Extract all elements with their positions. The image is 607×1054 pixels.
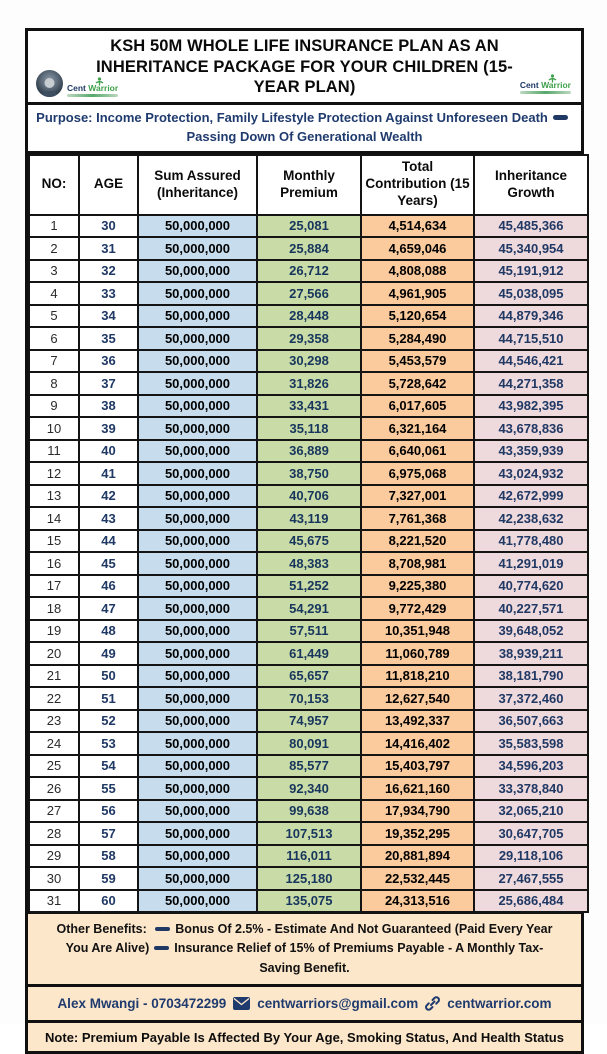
cell-monthly-premium: 74,957 (257, 710, 361, 733)
cell-sum-assured: 50,000,000 (138, 327, 257, 350)
cell-no: 16 (29, 552, 79, 575)
cell-no: 29 (29, 845, 79, 868)
cell-monthly-premium: 107,513 (257, 822, 361, 845)
table-row (29, 642, 588, 665)
cell-age: 60 (79, 890, 138, 913)
cell-inheritance-growth: 45,340,954 (474, 237, 588, 260)
cell-monthly-premium: 43,119 (257, 507, 361, 530)
cell-no: 1 (29, 215, 79, 238)
table-row (29, 462, 588, 485)
cell-sum-assured: 50,000,000 (138, 350, 257, 373)
purpose-text-prefix: Purpose: Income Protection, Family Lifestyle Protection Against Unforeseen Death (36, 109, 548, 125)
cell-monthly-premium: 70,153 (257, 687, 361, 710)
cell-sum-assured: 50,000,000 (138, 800, 257, 823)
cell-sum-assured: 50,000,000 (138, 665, 257, 688)
cell-total-contribution: 19,352,295 (361, 822, 474, 845)
cell-sum-assured: 50,000,000 (138, 237, 257, 260)
cell-no: 13 (29, 485, 79, 508)
cell-monthly-premium: 48,383 (257, 552, 361, 575)
benefits-bar (28, 913, 581, 987)
logo-underline (520, 91, 571, 94)
sprout-figure-icon (95, 77, 104, 86)
table-row (29, 327, 588, 350)
cell-sum-assured: 50,000,000 (138, 710, 257, 733)
cell-inheritance-growth: 45,485,366 (474, 215, 588, 238)
cell-inheritance-growth: 38,181,790 (474, 665, 588, 688)
cell-no: 5 (29, 305, 79, 328)
benefit-item-2: Insurance Relief of 15% of Premiums Payable - A Monthly Tax-Saving Benefit. (174, 941, 544, 975)
header-row (29, 155, 588, 215)
contact-name-phone: Alex Mwangi - 0703472299 (57, 996, 227, 1012)
table-row (29, 710, 588, 733)
cell-age: 59 (79, 867, 138, 890)
cell-total-contribution: 4,514,634 (361, 215, 474, 238)
cell-no: 24 (29, 732, 79, 755)
cell-age: 35 (79, 327, 138, 350)
cell-monthly-premium: 25,081 (257, 215, 361, 238)
cell-monthly-premium: 57,511 (257, 620, 361, 643)
cell-sum-assured: 50,000,000 (138, 620, 257, 643)
cell-inheritance-growth: 40,774,620 (474, 575, 588, 598)
table-row (29, 507, 588, 530)
table-row (29, 597, 588, 620)
cell-monthly-premium: 25,884 (257, 237, 361, 260)
cell-monthly-premium: 125,180 (257, 867, 361, 890)
cell-no: 4 (29, 282, 79, 305)
cell-total-contribution: 12,627,540 (361, 687, 474, 710)
cell-sum-assured: 50,000,000 (138, 282, 257, 305)
cell-sum-assured: 50,000,000 (138, 755, 257, 778)
cell-age: 49 (79, 642, 138, 665)
cell-age: 37 (79, 372, 138, 395)
cell-age: 47 (79, 597, 138, 620)
cell-total-contribution: 6,640,061 (361, 440, 474, 463)
table-row (29, 687, 588, 710)
plan-table (28, 154, 589, 914)
cell-monthly-premium: 36,889 (257, 440, 361, 463)
cell-age: 38 (79, 395, 138, 418)
cell-age: 44 (79, 530, 138, 553)
cell-total-contribution: 5,284,490 (361, 327, 474, 350)
cell-total-contribution: 5,453,579 (361, 350, 474, 373)
cell-age: 34 (79, 305, 138, 328)
cell-age: 31 (79, 237, 138, 260)
cell-no: 10 (29, 417, 79, 440)
cell-sum-assured: 50,000,000 (138, 305, 257, 328)
note-bar (28, 1023, 581, 1051)
cell-age: 48 (79, 620, 138, 643)
cell-monthly-premium: 116,011 (257, 845, 361, 868)
cell-age: 41 (79, 462, 138, 485)
cell-age: 46 (79, 575, 138, 598)
cell-monthly-premium: 45,675 (257, 530, 361, 553)
cell-monthly-premium: 38,750 (257, 462, 361, 485)
cell-inheritance-growth: 39,648,052 (474, 620, 588, 643)
cell-monthly-premium: 65,657 (257, 665, 361, 688)
cell-no: 15 (29, 530, 79, 553)
link-icon (425, 996, 440, 1011)
header-no: NO: (29, 155, 79, 215)
table-row (29, 890, 588, 913)
contact-website: centwarrior.com (447, 996, 552, 1012)
contact-bar (28, 987, 581, 1023)
benefits-label: Other Benefits: (56, 922, 147, 937)
cell-no: 8 (29, 372, 79, 395)
cell-monthly-premium: 80,091 (257, 732, 361, 755)
cell-age: 45 (79, 552, 138, 575)
table-row (29, 620, 588, 643)
cell-sum-assured: 50,000,000 (138, 417, 257, 440)
table-row (29, 417, 588, 440)
cell-total-contribution: 6,321,164 (361, 417, 474, 440)
cell-inheritance-growth: 45,038,095 (474, 282, 588, 305)
cell-inheritance-growth: 44,879,346 (474, 305, 588, 328)
cell-no: 7 (29, 350, 79, 373)
cell-sum-assured: 50,000,000 (138, 867, 257, 890)
cell-inheritance-growth: 32,065,210 (474, 800, 588, 823)
cell-inheritance-growth: 45,191,912 (474, 260, 588, 283)
dash-icon (154, 946, 169, 951)
cell-inheritance-growth: 38,939,211 (474, 642, 588, 665)
cell-inheritance-growth: 44,271,358 (474, 372, 588, 395)
cell-age: 54 (79, 755, 138, 778)
cell-sum-assured: 50,000,000 (138, 732, 257, 755)
cell-inheritance-growth: 25,686,484 (474, 890, 588, 913)
cell-total-contribution: 24,313,516 (361, 890, 474, 913)
sprout-figure-icon (548, 74, 557, 83)
cell-sum-assured: 50,000,000 (138, 462, 257, 485)
cell-monthly-premium: 99,638 (257, 800, 361, 823)
cell-sum-assured: 50,000,000 (138, 215, 257, 238)
cell-no: 22 (29, 687, 79, 710)
cell-inheritance-growth: 43,359,939 (474, 440, 588, 463)
cell-inheritance-growth: 42,672,999 (474, 485, 588, 508)
cell-monthly-premium: 135,075 (257, 890, 361, 913)
cell-inheritance-growth: 43,678,836 (474, 417, 588, 440)
cell-inheritance-growth: 34,596,203 (474, 755, 588, 778)
cell-inheritance-growth: 36,507,663 (474, 710, 588, 733)
cell-sum-assured: 50,000,000 (138, 822, 257, 845)
cell-age: 39 (79, 417, 138, 440)
cell-age: 50 (79, 665, 138, 688)
cell-monthly-premium: 31,826 (257, 372, 361, 395)
table-row (29, 485, 588, 508)
table-row (29, 440, 588, 463)
table-row (29, 732, 588, 755)
cell-total-contribution: 9,225,380 (361, 575, 474, 598)
cell-total-contribution: 14,416,402 (361, 732, 474, 755)
cell-no: 18 (29, 597, 79, 620)
table-row (29, 755, 588, 778)
title-bar (28, 31, 581, 105)
cell-age: 33 (79, 282, 138, 305)
cell-inheritance-growth: 37,372,460 (474, 687, 588, 710)
cell-inheritance-growth: 44,715,510 (474, 327, 588, 350)
cell-no: 31 (29, 890, 79, 913)
cell-total-contribution: 16,621,160 (361, 777, 474, 800)
table-row (29, 845, 588, 868)
cell-sum-assured: 50,000,000 (138, 687, 257, 710)
dash-icon (155, 927, 170, 932)
email-icon (233, 997, 250, 1010)
cell-no: 19 (29, 620, 79, 643)
cell-sum-assured: 50,000,000 (138, 530, 257, 553)
cell-total-contribution: 15,403,797 (361, 755, 474, 778)
logo-underline (67, 94, 118, 97)
page-title: KSH 50M WHOLE LIFE INSURANCE PLAN AS AN INHERITANCE PACKAGE FOR YOUR CHILDREN (15-YEAR PLAN) (96, 37, 513, 97)
table-row (29, 350, 588, 373)
header-monthly-premium: Monthly Premium (257, 155, 361, 215)
cell-monthly-premium: 61,449 (257, 642, 361, 665)
table-header (29, 155, 588, 215)
cell-total-contribution: 7,327,001 (361, 485, 474, 508)
cell-sum-assured: 50,000,000 (138, 395, 257, 418)
table-row (29, 282, 588, 305)
cell-inheritance-growth: 44,546,421 (474, 350, 588, 373)
cell-age: 56 (79, 800, 138, 823)
cell-no: 11 (29, 440, 79, 463)
purpose-text-suffix: Passing Down Of Generational Wealth (186, 128, 423, 144)
cell-total-contribution: 5,728,642 (361, 372, 474, 395)
cell-sum-assured: 50,000,000 (138, 777, 257, 800)
centwarrior-logo-left (67, 84, 118, 97)
cell-sum-assured: 50,000,000 (138, 552, 257, 575)
cell-age: 30 (79, 215, 138, 238)
cell-age: 42 (79, 485, 138, 508)
cell-sum-assured: 50,000,000 (138, 890, 257, 913)
cell-monthly-premium: 27,566 (257, 282, 361, 305)
table-row (29, 665, 588, 688)
cell-no: 30 (29, 867, 79, 890)
cell-total-contribution: 9,772,429 (361, 597, 474, 620)
cell-sum-assured: 50,000,000 (138, 440, 257, 463)
cell-monthly-premium: 85,577 (257, 755, 361, 778)
cell-total-contribution: 11,818,210 (361, 665, 474, 688)
cell-age: 32 (79, 260, 138, 283)
person-photo-icon (36, 73, 63, 97)
brand-word-warrior: Warrior (88, 83, 119, 94)
cell-total-contribution: 10,351,948 (361, 620, 474, 643)
cell-total-contribution: 4,961,905 (361, 282, 474, 305)
cell-inheritance-growth: 30,647,705 (474, 822, 588, 845)
contact-email: centwarriors@gmail.com (257, 996, 419, 1012)
cell-no: 17 (29, 575, 79, 598)
benefit-item-1: Bonus Of 2.5% - Estimate And Not Guaranteed (Paid Every Year You Are Alive) (65, 922, 553, 956)
cell-total-contribution: 20,881,894 (361, 845, 474, 868)
cell-total-contribution: 4,659,046 (361, 237, 474, 260)
table-row (29, 260, 588, 283)
cell-no: 25 (29, 755, 79, 778)
header-age: AGE (79, 155, 138, 215)
cell-monthly-premium: 54,291 (257, 597, 361, 620)
cell-age: 36 (79, 350, 138, 373)
table-body (29, 215, 588, 913)
cell-total-contribution: 22,532,445 (361, 867, 474, 890)
centwarrior-logo-right (520, 81, 571, 94)
header-total-contribution: Total Contribution (15 Years) (361, 155, 474, 215)
cell-total-contribution: 8,708,981 (361, 552, 474, 575)
cell-sum-assured: 50,000,000 (138, 260, 257, 283)
cell-monthly-premium: 29,358 (257, 327, 361, 350)
purpose-bar (28, 105, 581, 154)
table-row (29, 237, 588, 260)
cell-no: 20 (29, 642, 79, 665)
table-row (29, 395, 588, 418)
cell-sum-assured: 50,000,000 (138, 507, 257, 530)
cell-no: 6 (29, 327, 79, 350)
cell-sum-assured: 50,000,000 (138, 597, 257, 620)
cell-age: 57 (79, 822, 138, 845)
cell-sum-assured: 50,000,000 (138, 575, 257, 598)
cell-no: 14 (29, 507, 79, 530)
cell-monthly-premium: 28,448 (257, 305, 361, 328)
table-row (29, 372, 588, 395)
cell-inheritance-growth: 43,982,395 (474, 395, 588, 418)
cell-inheritance-growth: 41,291,019 (474, 552, 588, 575)
cell-inheritance-growth: 42,238,632 (474, 507, 588, 530)
cell-total-contribution: 6,017,605 (361, 395, 474, 418)
cell-total-contribution: 4,808,088 (361, 260, 474, 283)
avatar (36, 70, 63, 97)
cell-no: 27 (29, 800, 79, 823)
cell-monthly-premium: 26,712 (257, 260, 361, 283)
cell-no: 3 (29, 260, 79, 283)
cell-monthly-premium: 51,252 (257, 575, 361, 598)
cell-no: 2 (29, 237, 79, 260)
cell-no: 21 (29, 665, 79, 688)
cell-total-contribution: 17,934,790 (361, 800, 474, 823)
cell-no: 23 (29, 710, 79, 733)
cell-age: 55 (79, 777, 138, 800)
brand-word-cent: Cent (519, 80, 539, 91)
cell-no: 9 (29, 395, 79, 418)
dash-icon (553, 115, 568, 120)
cell-no: 26 (29, 777, 79, 800)
brand-left (36, 70, 118, 97)
cell-age: 58 (79, 845, 138, 868)
cell-total-contribution: 13,492,337 (361, 710, 474, 733)
cell-inheritance-growth: 29,118,106 (474, 845, 588, 868)
cell-inheritance-growth: 41,778,480 (474, 530, 588, 553)
cell-monthly-premium: 92,340 (257, 777, 361, 800)
table-row (29, 305, 588, 328)
table-row (29, 575, 588, 598)
table-row (29, 530, 588, 553)
note-text: Note: Premium Payable Is Affected By Your Age, Smoking Status, And Health Status (45, 1029, 564, 1045)
cell-sum-assured: 50,000,000 (138, 845, 257, 868)
table-row (29, 215, 588, 238)
table-row (29, 822, 588, 845)
cell-no: 28 (29, 822, 79, 845)
cell-inheritance-growth: 35,583,598 (474, 732, 588, 755)
cell-inheritance-growth: 33,378,840 (474, 777, 588, 800)
cell-total-contribution: 6,975,068 (361, 462, 474, 485)
cell-monthly-premium: 30,298 (257, 350, 361, 373)
table-row (29, 867, 588, 890)
cell-total-contribution: 5,120,654 (361, 305, 474, 328)
cell-total-contribution: 8,221,520 (361, 530, 474, 553)
cell-no: 12 (29, 462, 79, 485)
cell-age: 40 (79, 440, 138, 463)
cell-sum-assured: 50,000,000 (138, 372, 257, 395)
header-inheritance-growth: Inheritance Growth (474, 155, 588, 215)
table-row (29, 800, 588, 823)
header-sum-assured: Sum Assured (Inheritance) (138, 155, 257, 215)
cell-age: 51 (79, 687, 138, 710)
flyer-frame (25, 28, 584, 1054)
cell-monthly-premium: 40,706 (257, 485, 361, 508)
brand-right (520, 75, 571, 94)
cell-sum-assured: 50,000,000 (138, 485, 257, 508)
cell-inheritance-growth: 27,467,555 (474, 867, 588, 890)
cell-inheritance-growth: 43,024,932 (474, 462, 588, 485)
brand-word-cent: Cent (67, 83, 86, 94)
cell-total-contribution: 11,060,789 (361, 642, 474, 665)
cell-age: 53 (79, 732, 138, 755)
brand-word-warrior: Warrior (541, 80, 571, 91)
cell-age: 52 (79, 710, 138, 733)
table-row (29, 552, 588, 575)
cell-sum-assured: 50,000,000 (138, 642, 257, 665)
cell-monthly-premium: 33,431 (257, 395, 361, 418)
table-row (29, 777, 588, 800)
cell-inheritance-growth: 40,227,571 (474, 597, 588, 620)
cell-total-contribution: 7,761,368 (361, 507, 474, 530)
cell-monthly-premium: 35,118 (257, 417, 361, 440)
cell-age: 43 (79, 507, 138, 530)
